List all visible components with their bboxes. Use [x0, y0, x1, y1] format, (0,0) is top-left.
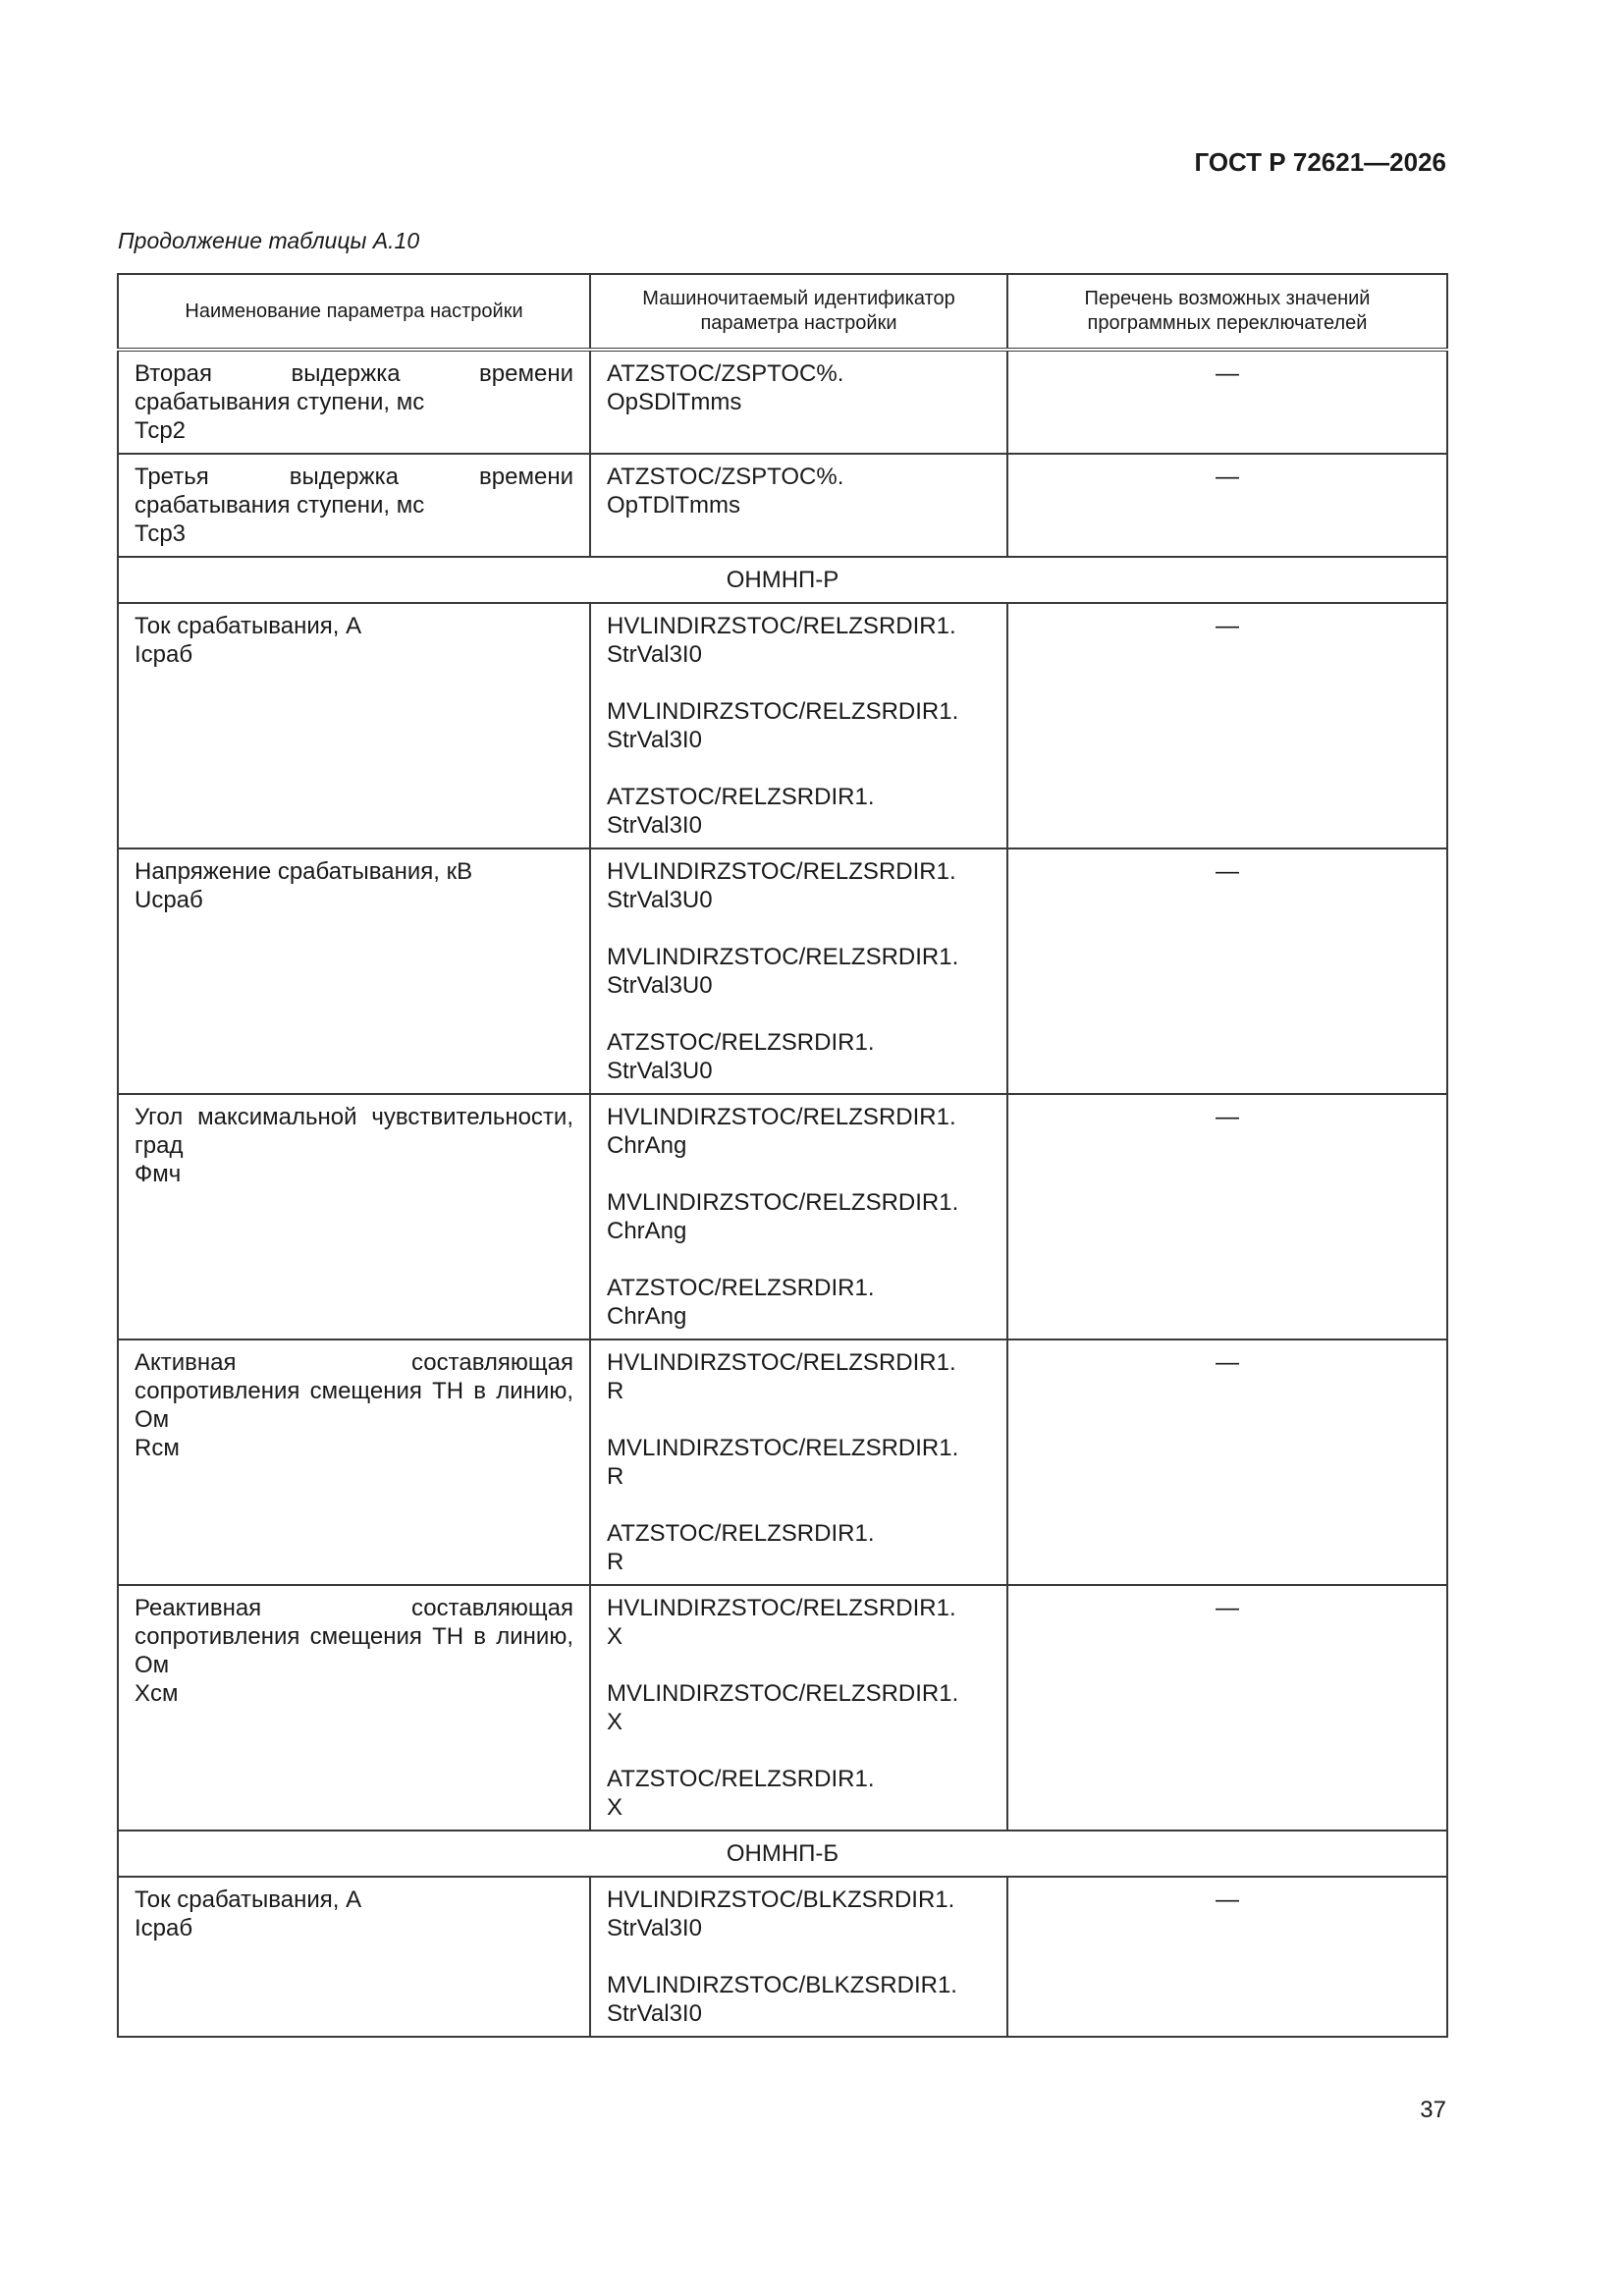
identifier-line: MVLINDIRZSTOC/RELZSRDIR1.: [607, 1189, 959, 1216]
section-title: ОНМНП-Б: [118, 1831, 1447, 1877]
parameter-name: Напряжение срабатывания, кВ: [135, 858, 473, 885]
parameter-name-cell: [118, 350, 590, 454]
identifier-line: StrVal3U0: [607, 887, 713, 913]
parameter-name-cell: [118, 1339, 590, 1585]
parameter-symbol: Тср3: [135, 520, 187, 547]
parameter-name: Третья выдержка времени срабатывания ступени, мс: [135, 464, 573, 519]
identifier: [607, 697, 991, 754]
parameter-name-cell: [118, 1094, 590, 1339]
identifier: [607, 1348, 991, 1405]
identifier-line: ATZSTOC/RELZSRDIR1.: [607, 1275, 875, 1301]
identifier: [607, 1188, 991, 1245]
switch-values-cell: —: [1007, 1094, 1447, 1339]
identifier: [607, 1765, 991, 1822]
identifier-line: MVLINDIRZSTOC/RELZSRDIR1.: [607, 1435, 959, 1461]
column-header-values: Перечень возможных значений программных переключателей: [1007, 274, 1447, 350]
identifier-line: ChrAng: [607, 1132, 687, 1159]
parameter-symbol: Uсраб: [135, 887, 203, 913]
parameter-name: Активная составляющая сопротивления смещения ТН в линию, Ом: [135, 1349, 573, 1433]
identifier-line: ATZSTOC/RELZSRDIR1.: [607, 1520, 875, 1547]
table-row: [118, 603, 1447, 848]
identifier-cell: [590, 350, 1007, 454]
identifier-line: ATZSTOC/RELZSRDIR1.: [607, 1029, 875, 1056]
identifier-line: StrVal3U0: [607, 1058, 713, 1084]
parameter-name-cell: [118, 1585, 590, 1831]
identifier-line: OpSDlTmms: [607, 389, 742, 415]
table-body: [118, 350, 1447, 2037]
identifier-line: R: [607, 1463, 624, 1490]
column-header-identifier: Машиночитаемый идентификатор параметра настройки: [590, 274, 1007, 350]
table-row: [118, 1585, 1447, 1831]
table-row: [118, 454, 1447, 557]
parameter-name-cell: [118, 454, 590, 557]
identifier-line: MVLINDIRZSTOC/RELZSRDIR1.: [607, 944, 959, 970]
document-code: ГОСТ Р 72621—2026: [1194, 147, 1446, 177]
identifier-cell: [590, 848, 1007, 1094]
column-header-name: Наименование параметра настройки: [118, 274, 590, 350]
identifier: [607, 1886, 991, 1942]
parameter-symbol: Iсраб: [135, 1915, 193, 1941]
switch-values-cell: —: [1007, 1877, 1447, 2037]
identifier: [607, 1103, 991, 1160]
section-row: [118, 1831, 1447, 1877]
identifier-line: StrVal3I0: [607, 1915, 702, 1941]
identifier: [607, 1028, 991, 1085]
identifier-cell: [590, 1094, 1007, 1339]
identifier: [607, 1971, 991, 2028]
identifier-cell: [590, 1585, 1007, 1831]
table-row: [118, 350, 1447, 454]
identifier: [607, 612, 991, 669]
table-row: [118, 1339, 1447, 1585]
switch-values-cell: —: [1007, 350, 1447, 454]
identifier: [607, 1594, 991, 1651]
parameter-symbol: Xсм: [135, 1680, 179, 1707]
table-caption: Продолжение таблицы А.10: [118, 228, 420, 253]
identifier-line: OpTDlTmms: [607, 492, 740, 519]
parameter-name-cell: [118, 848, 590, 1094]
parameter-symbol: Фмч: [135, 1161, 182, 1187]
identifier-line: MVLINDIRZSTOC/RELZSRDIR1.: [607, 698, 959, 725]
identifier: [607, 943, 991, 1000]
switch-values-cell: —: [1007, 603, 1447, 848]
identifier: [607, 1274, 991, 1331]
parameter-symbol: Rсм: [135, 1435, 180, 1461]
identifier: [607, 1519, 991, 1576]
identifier: [607, 783, 991, 840]
identifier-line: ATZSTOC/ZSPTOC%.: [607, 360, 844, 387]
parameter-name: Реактивная составляющая сопротивления смещения ТН в линию, Ом: [135, 1595, 573, 1678]
parameters-table: [117, 273, 1448, 2038]
parameter-name: Угол максимальной чувствительности, град: [135, 1104, 573, 1159]
identifier: [607, 1434, 991, 1491]
identifier-line: ATZSTOC/ZSPTOC%.: [607, 464, 844, 490]
parameter-name-cell: [118, 1877, 590, 2037]
identifier-line: X: [607, 1623, 623, 1650]
switch-values-cell: —: [1007, 1585, 1447, 1831]
switch-values-cell: —: [1007, 848, 1447, 1094]
identifier-line: R: [607, 1549, 624, 1575]
identifier-line: R: [607, 1378, 624, 1404]
table-row: [118, 848, 1447, 1094]
identifier-line: ATZSTOC/RELZSRDIR1.: [607, 784, 875, 810]
identifier-line: HVLINDIRZSTOC/RELZSRDIR1.: [607, 858, 956, 885]
parameter-name-cell: [118, 603, 590, 848]
identifier-cell: [590, 454, 1007, 557]
identifier-line: ChrAng: [607, 1218, 687, 1244]
identifier-line: HVLINDIRZSTOC/RELZSRDIR1.: [607, 1104, 956, 1130]
identifier-line: ChrAng: [607, 1303, 687, 1330]
identifier: [607, 359, 991, 416]
switch-values-cell: —: [1007, 454, 1447, 557]
identifier-line: X: [607, 1794, 623, 1821]
identifier-line: StrVal3I0: [607, 641, 702, 668]
identifier-line: HVLINDIRZSTOC/RELZSRDIR1.: [607, 1349, 956, 1376]
identifier-line: HVLINDIRZSTOC/RELZSRDIR1.: [607, 613, 956, 639]
parameter-name: Ток срабатывания, А: [135, 613, 362, 639]
parameter-name: Ток срабатывания, А: [135, 1886, 362, 1913]
parameter-symbol: Тср2: [135, 417, 187, 444]
identifier: [607, 857, 991, 914]
identifier-cell: [590, 1339, 1007, 1585]
parameter-symbol: Iсраб: [135, 641, 193, 668]
identifier: [607, 1679, 991, 1736]
identifier-line: MVLINDIRZSTOC/RELZSRDIR1.: [607, 1680, 959, 1707]
identifier-line: MVLINDIRZSTOC/BLKZSRDIR1.: [607, 1972, 957, 1998]
parameter-name: Вторая выдержка времени срабатывания ступени, мс: [135, 360, 573, 415]
section-title: ОНМНП-Р: [118, 557, 1447, 603]
identifier: [607, 463, 991, 519]
table-row: [118, 1094, 1447, 1339]
identifier-line: HVLINDIRZSTOC/BLKZSRDIR1.: [607, 1886, 955, 1913]
identifier-line: HVLINDIRZSTOC/RELZSRDIR1.: [607, 1595, 956, 1621]
identifier-line: X: [607, 1709, 623, 1735]
identifier-cell: [590, 603, 1007, 848]
identifier-cell: [590, 1877, 1007, 2037]
identifier-line: ATZSTOC/RELZSRDIR1.: [607, 1766, 875, 1792]
table-row: [118, 1877, 1447, 2037]
section-row: [118, 557, 1447, 603]
identifier-line: StrVal3I0: [607, 727, 702, 753]
page-number: 37: [1420, 2097, 1446, 2123]
identifier-line: StrVal3I0: [607, 2000, 702, 2027]
switch-values-cell: —: [1007, 1339, 1447, 1585]
identifier-line: StrVal3I0: [607, 812, 702, 839]
identifier-line: StrVal3U0: [607, 972, 713, 999]
